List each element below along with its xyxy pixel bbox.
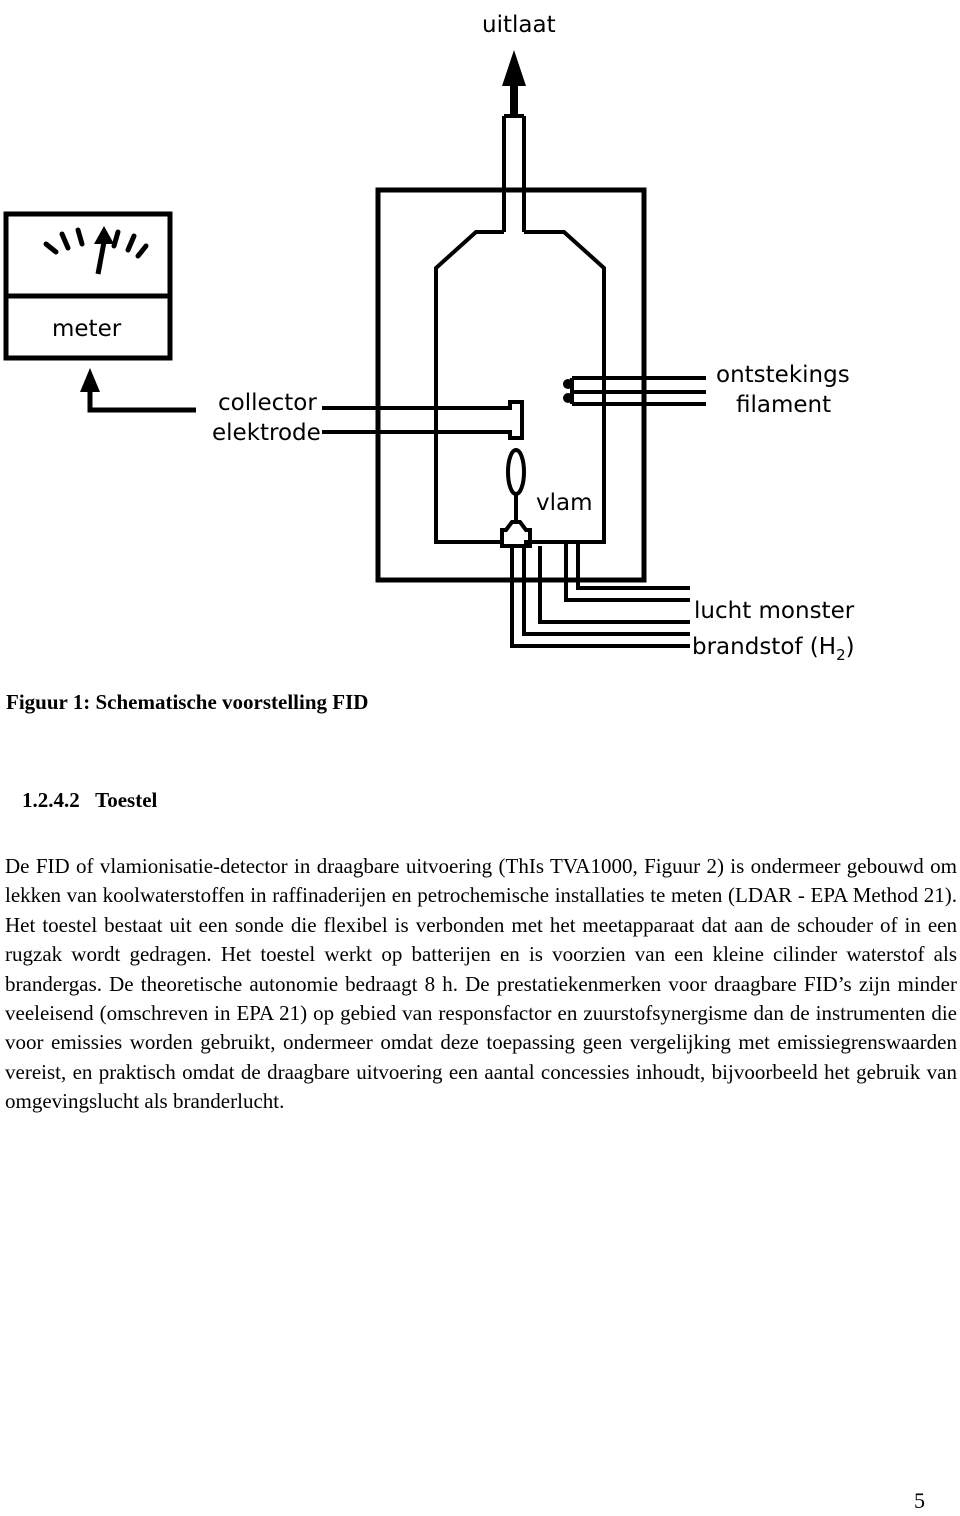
section-heading [22,788,157,813]
page-number: 5 [914,1488,925,1513]
exhaust-arrow [502,50,526,116]
body-paragraph: De FID of vlamionisatie-detector in draagbare uitvoering (ThIs TVA1000, Figuur 2) is ondermeer gebouwd om lekken van koolwaterstoffen in raffinaderijen en petrochemische installaties te meten (LDAR - EPA Method 21). Het toestel bestaat uit een sonde die flexibel is verbonden met het meetapparaat dat aan de schouder of in een rugzak wordt gedragen. Het toestel werkt op batterijen en is voorzien van een kleine cilinder waterstof als brandergas. De theoretische autonomie bedraagt 8 h. De prestatiekenmerken voor draagbare FID’s zijn minder veeleisend (omschreven in EPA 21) op gebied van responsfactor en zuurstofsynergisme dan de instrumenten die voor emissies worden gebruikt, ondermeer omdat deze toepassing geen vergelijking met emissiegrenswaarden vereist, en praktisch omdat de draagbare uitvoering een aantal concessies inhoudt, bijvoorbeeld het gebruik van omgevingslucht als branderlucht. [5,854,957,1114]
signal-line [80,368,196,410]
label-meter: meter [52,316,122,342]
label-ontstekings: ontstekings [716,362,850,388]
exhaust-pipe [504,116,524,232]
label-vlam: vlam [536,490,593,516]
label-brandstof: brandstof $(H_2)$ [692,634,855,664]
section-number: 1.2.4.2 [22,788,80,812]
sample-air-line [566,542,690,600]
label-lucht-monster: lucht monster [694,598,855,624]
label-filament: filament [736,392,832,418]
fid-schematic-figure [0,0,960,680]
collector-electrode [322,402,522,438]
flame [508,450,524,494]
fuel-line [512,546,690,646]
section-title: Toestel [95,788,158,812]
label-collector: collector [218,390,317,416]
label-elektrode: elektrode [212,420,321,446]
figure-caption: Figuur 1: Schematische voorstelling FID [6,690,369,714]
label-uitlaat: uitlaat [482,12,556,38]
ignition-filament [565,378,706,404]
